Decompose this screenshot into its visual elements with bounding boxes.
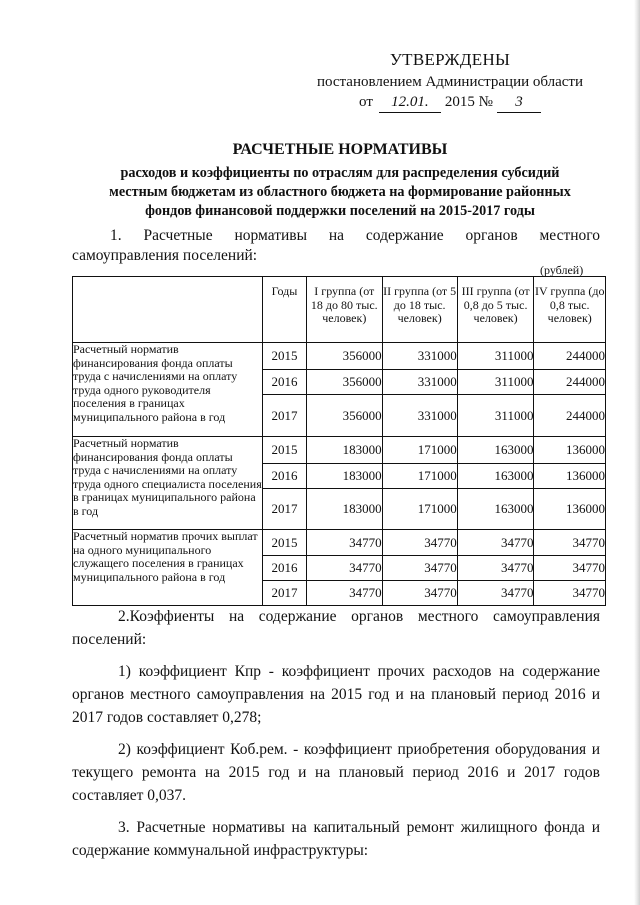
value-cell: 244000 bbox=[534, 343, 606, 370]
value-cell: 163000 bbox=[457, 489, 534, 530]
year-cell: 2016 bbox=[263, 464, 307, 489]
approval-date-prefix: от bbox=[359, 94, 373, 110]
section-1-word: 1. bbox=[110, 227, 122, 244]
year-cell: 2017 bbox=[263, 489, 307, 530]
section-2-body bbox=[72, 605, 600, 862]
value-cell: 331000 bbox=[382, 370, 457, 395]
value-cell: 136000 bbox=[534, 437, 606, 464]
value-cell: 34770 bbox=[307, 530, 383, 556]
year-cell: 2015 bbox=[263, 343, 307, 370]
row-label-specialist-salary: Расчетный норматив финансирования фонда оплаты труда с начислениями на оплату труда одного специалиста поселения в границах муниципального района в год bbox=[73, 437, 263, 530]
document-subtitle-line-3: фондов финансовой поддержки поселений на 2015-2017 годы bbox=[145, 203, 535, 219]
row-label-other-payments: Расчетный норматив прочих выплат на одного муниципального служащего поселения в границах муниципального района в год bbox=[73, 530, 263, 606]
header-group-4: IV группа (до 0,8 тыс. человек) bbox=[534, 277, 606, 343]
value-cell: 356000 bbox=[307, 395, 383, 437]
approval-date-line bbox=[300, 93, 600, 113]
approval-date-handwritten: 12.01. bbox=[379, 93, 441, 113]
value-cell: 311000 bbox=[457, 343, 534, 370]
value-cell: 311000 bbox=[457, 370, 534, 395]
unit-label: (рублей) bbox=[540, 263, 584, 277]
approval-authority: постановлением Администрации области bbox=[316, 74, 584, 90]
year-cell: 2016 bbox=[263, 556, 307, 581]
value-cell: 244000 bbox=[534, 370, 606, 395]
scan-edge-shadow bbox=[634, 0, 640, 905]
table-header-row bbox=[73, 277, 606, 343]
value-cell: 136000 bbox=[534, 489, 606, 530]
value-cell: 331000 bbox=[382, 343, 457, 370]
value-cell: 34770 bbox=[382, 530, 457, 556]
table-row bbox=[73, 437, 606, 464]
value-cell: 183000 bbox=[307, 489, 383, 530]
section-1-heading bbox=[72, 226, 600, 266]
value-cell: 34770 bbox=[534, 530, 606, 556]
value-cell: 136000 bbox=[534, 464, 606, 489]
value-cell: 34770 bbox=[457, 556, 534, 581]
value-cell: 34770 bbox=[457, 581, 534, 606]
year-cell: 2017 bbox=[263, 395, 307, 437]
coefficient-kpr-paragraph: 1) коэффициент Кпр - коэффициент прочих расходов на содержание органов местного самоуправления на 2015 год и на плановый период 2016 и 2017 годов составляет 0,278; bbox=[72, 663, 600, 726]
document-subtitle-line-2: местным бюджетам из областного бюджета на формирование районных bbox=[109, 184, 571, 200]
document-title: РАСЧЕТНЫЕ НОРМАТИВЫ bbox=[232, 141, 448, 158]
value-cell: 331000 bbox=[382, 395, 457, 437]
value-cell: 311000 bbox=[457, 395, 534, 437]
year-cell: 2016 bbox=[263, 370, 307, 395]
section-1-word: содержание bbox=[365, 227, 444, 244]
year-cell: 2015 bbox=[263, 530, 307, 556]
section-1-word: на bbox=[328, 227, 345, 244]
document-title-block bbox=[70, 140, 610, 221]
section-1-second-line: самоуправления поселений: bbox=[72, 247, 258, 264]
header-group-3: III группа (от 0,8 до 5 тыс. человек) bbox=[457, 277, 534, 343]
header-years: Годы bbox=[263, 277, 307, 343]
value-cell: 34770 bbox=[534, 581, 606, 606]
value-cell: 34770 bbox=[534, 556, 606, 581]
header-group-1: I группа (от 18 до 80 тыс. человек) bbox=[307, 277, 383, 343]
approval-year-number-label: 2015 № bbox=[444, 94, 493, 110]
header-label-cell bbox=[73, 277, 263, 343]
approval-number-handwritten: 3 bbox=[497, 93, 541, 113]
value-cell: 183000 bbox=[307, 464, 383, 489]
year-cell: 2015 bbox=[263, 437, 307, 464]
section-1-first-line bbox=[72, 226, 600, 246]
value-cell: 34770 bbox=[382, 556, 457, 581]
value-cell: 244000 bbox=[534, 395, 606, 437]
value-cell: 34770 bbox=[382, 581, 457, 606]
section-3-heading: 3. Расчетные нормативы на капитальный ремонт жилищного фонда и содержание коммунальной инфраструктуры: bbox=[72, 819, 600, 859]
table-row bbox=[73, 343, 606, 370]
year-cell: 2017 bbox=[263, 581, 307, 606]
header-group-2: II группа (от 5 до 18 тыс. человек) bbox=[382, 277, 457, 343]
value-cell: 163000 bbox=[457, 437, 534, 464]
approval-block bbox=[300, 50, 600, 113]
norms-table bbox=[72, 276, 606, 606]
table-row bbox=[73, 530, 606, 556]
document-subtitle-line-1: расходов и коэффициенты по отраслям для распределения субсидий bbox=[120, 165, 560, 181]
approval-title: УТВЕРЖДЕНЫ bbox=[389, 50, 511, 69]
value-cell: 183000 bbox=[307, 437, 383, 464]
section-2-heading: 2.Коэффиенты на содержание органов местного самоуправления поселений: bbox=[72, 608, 600, 648]
value-cell: 34770 bbox=[307, 556, 383, 581]
value-cell: 171000 bbox=[382, 437, 457, 464]
value-cell: 34770 bbox=[457, 530, 534, 556]
row-label-head-salary: Расчетный норматив финансирования фонда оплаты труда с начислениями на оплату труда одного руководителя поселения в границах муниципального района в год bbox=[73, 343, 263, 437]
value-cell: 171000 bbox=[382, 464, 457, 489]
section-1-word: местного bbox=[539, 227, 600, 244]
section-1-word: Расчетные bbox=[143, 227, 213, 244]
coefficient-kobrem-paragraph: 2) коэффициент Коб.рем. - коэффициент приобретения оборудования и текущего ремонта на 2015 год и на плановый период 2016 и 2017 годов составляет 0,037. bbox=[72, 741, 600, 804]
section-1-word: нормативы bbox=[234, 227, 307, 244]
value-cell: 34770 bbox=[307, 581, 383, 606]
value-cell: 356000 bbox=[307, 370, 383, 395]
value-cell: 171000 bbox=[382, 489, 457, 530]
section-1-word: органов bbox=[465, 227, 518, 244]
value-cell: 356000 bbox=[307, 343, 383, 370]
value-cell: 163000 bbox=[457, 464, 534, 489]
